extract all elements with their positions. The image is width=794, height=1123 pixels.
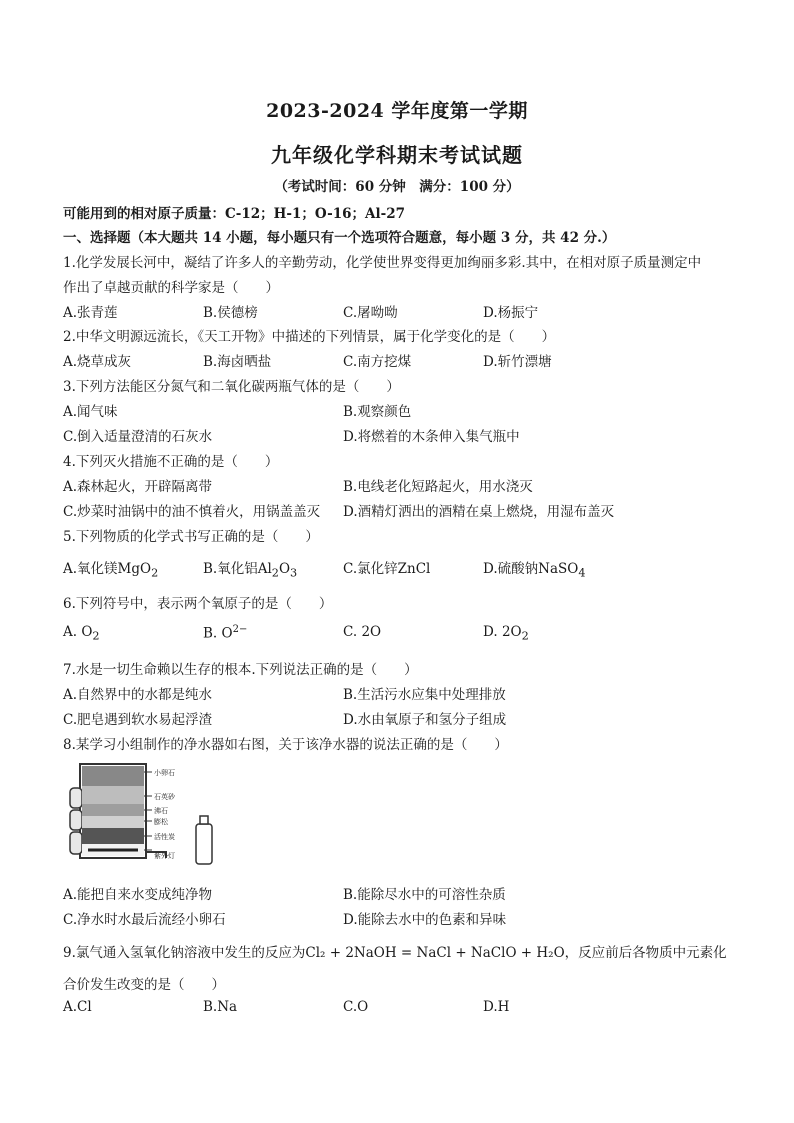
q4-option-a: A.森林起火，开辟隔离带 — [63, 479, 213, 495]
q9-stem-line1 — [63, 941, 727, 961]
q6-d-label: D. — [483, 624, 498, 640]
q6-option-c — [343, 624, 381, 640]
q8-stem: 8.某学习小组制作的净水器如右图，关于该净水器的说法正确的是（ ） — [63, 737, 508, 753]
q6-a-sub: 2 — [92, 629, 100, 643]
q1-option-d: D.杨振宁 — [483, 305, 539, 321]
q6-c-label: C. — [343, 624, 358, 640]
q3-option-c: C.倒入适量澄清的石灰水 — [63, 429, 213, 445]
exam-title: 九年级化学科期末考试试题 — [271, 143, 523, 167]
purifier-tube-2 — [70, 810, 82, 830]
q5-option-a — [63, 557, 158, 580]
q5-stem: 5.下列物质的化学式书写正确的是（ ） — [63, 529, 319, 545]
fig-label-quartz: 石英砂 — [154, 793, 175, 801]
q3-option-a: A.闻气味 — [63, 404, 118, 420]
q8-option-c: C.净水时水最后流经小卵石 — [63, 912, 226, 928]
atomic-mass-note: 可能用到的相对原子质量：C-12；H-1；O-16；Al-27 — [63, 206, 406, 222]
q1-option-a: A.张青莲 — [63, 305, 118, 321]
layer-quartz-sand — [82, 786, 144, 804]
q9-stem-post: ，反应前后各物质中元素化 — [564, 945, 727, 961]
q5-d-sub: 4 — [578, 566, 586, 580]
q4-option-c: C.炒菜时油锅中的油不慎着火，用锅盖盖灭 — [63, 504, 321, 520]
q3-stem: 3.下列方法能区分氮气和二氧化碳两瓶气体的是（ ） — [63, 379, 400, 395]
school-year-title: 2023-2024 学年度第一学期 — [266, 100, 528, 122]
q6-option-b — [203, 624, 247, 642]
q6-stem: 6.下列符号中，表示两个氧原子的是（ ） — [63, 596, 333, 612]
q7-option-d: D.水由氧原子和氢分子组成 — [343, 712, 507, 728]
q7-option-a: A.自然界中的水都是纯水 — [63, 687, 213, 703]
q5-d-formula: NaSO — [538, 561, 579, 577]
q6-d-formula: 2O — [501, 624, 522, 640]
q7-option-b: B.生活污水应集中处理排放 — [343, 687, 506, 703]
q5-b-sub-2: 3 — [290, 566, 298, 580]
q1-stem-line1: 1.化学发展长河中，凝结了许多人的辛勤劳动，化学使世界变得更加绚丽多彩.其中，在相对原子质量测定中 — [63, 255, 702, 271]
q2-option-a: A.烧草成灰 — [63, 354, 132, 370]
layer-zeolite — [82, 804, 144, 816]
q5-b-label: B.氧化铝 — [203, 561, 258, 577]
q9-stem-line2: 合价发生改变的是（ ） — [63, 977, 225, 993]
q3-option-d: D.将燃着的木条伸入集气瓶中 — [343, 429, 520, 445]
q5-a-sub: 2 — [151, 566, 159, 580]
q5-c-label: C.氯化锌 — [343, 561, 398, 577]
purifier-tube-1 — [70, 788, 82, 808]
q5-option-d — [483, 557, 586, 580]
fig-label-uv: 紫外灯 — [154, 852, 175, 860]
q5-b-formula-2: O — [278, 561, 291, 577]
collection-bottle — [196, 824, 212, 864]
q6-b-formula: O — [221, 625, 233, 642]
q2-option-c: C.南方挖煤 — [343, 354, 412, 370]
q6-c-formula: 2O — [361, 624, 382, 640]
q9-option-c: C.O — [343, 999, 369, 1015]
fig-label-sponge: 膨松 — [154, 818, 168, 826]
q5-option-c — [343, 557, 430, 577]
q6-d-sub: 2 — [521, 629, 529, 643]
q5-d-label: D.硫酸钠 — [483, 561, 539, 577]
water-purifier-figure — [66, 758, 226, 870]
q3-option-b: B.观察颜色 — [343, 404, 412, 420]
q5-b-formula-1: Al — [257, 561, 272, 577]
q5-b-sub-1: 2 — [271, 566, 279, 580]
q9-option-a: A.Cl — [63, 999, 92, 1015]
bottle-neck — [200, 816, 208, 824]
q2-stem: 2.中华文明源远流长，《天工开物》中描述的下列情景，属于化学变化的是（ ） — [63, 329, 556, 345]
layer-activated-carbon — [82, 828, 144, 844]
q4-option-d: D.酒精灯洒出的酒精在桌上燃烧，用湿布盖灭 — [343, 504, 615, 520]
fig-label-pebbles: 小卵石 — [154, 769, 175, 777]
q6-a-label: A. — [63, 624, 78, 640]
q2-option-d: D.斩竹漂塘 — [483, 354, 552, 370]
q6-option-d — [483, 624, 529, 643]
q5-a-formula: MgO — [117, 561, 152, 577]
layer-pebbles — [82, 766, 144, 786]
q8-option-a: A.能把自来水变成纯净物 — [63, 887, 213, 903]
q1-stem-line2: 作出了卓越贡献的科学家是（ ） — [63, 280, 279, 296]
q5-a-label: A.氧化镁 — [63, 561, 118, 577]
fig-label-zeolite: 沸石 — [154, 807, 168, 815]
q9-option-b: B.Na — [203, 999, 238, 1015]
q8-option-b: B.能除尽水中的可溶性杂质 — [343, 887, 506, 903]
q5-c-formula: ZnCl — [397, 561, 431, 577]
q6-b-sup: 2− — [232, 624, 248, 635]
exam-info: （考试时间：60 分钟 满分：100 分） — [274, 179, 520, 195]
q6-a-formula: O — [81, 624, 93, 640]
q1-option-b: B.侯德榜 — [203, 305, 258, 321]
q2-option-b: B.海卤晒盐 — [203, 354, 272, 370]
q9-option-d: D.H — [483, 999, 510, 1015]
q5-option-b — [203, 557, 297, 580]
fig-label-carbon: 活性炭 — [154, 833, 175, 841]
q1-option-c: C.屠呦呦 — [343, 305, 398, 321]
section-heading: 一、选择题（本大题共 14 小题，每小题只有一个选项符合题意，每小题 3 分，共 42 分.） — [63, 230, 616, 246]
q7-stem: 7.水是一切生命赖以生存的根本.下列说法正确的是（ ） — [63, 662, 418, 678]
q8-option-d: D.能除去水中的色素和异味 — [343, 912, 507, 928]
q7-option-c: C.肥皂遇到软水易起浮渣 — [63, 712, 213, 728]
q9-stem-pre: 9.氯气通入氢氧化钠溶液中发生的反应为 — [63, 945, 306, 961]
q6-option-a — [63, 624, 100, 643]
purifier-tube-3 — [70, 832, 82, 854]
q4-option-b: B.电线老化短路起火，用水浇灭 — [343, 479, 533, 495]
q6-b-label: B. — [203, 625, 218, 642]
q4-stem: 4.下列灭火措施不正确的是（ ） — [63, 454, 279, 470]
q9-equation: Cl₂ + 2NaOH = NaCl + NaClO + H₂O — [305, 945, 565, 961]
layer-sponge — [82, 816, 144, 828]
